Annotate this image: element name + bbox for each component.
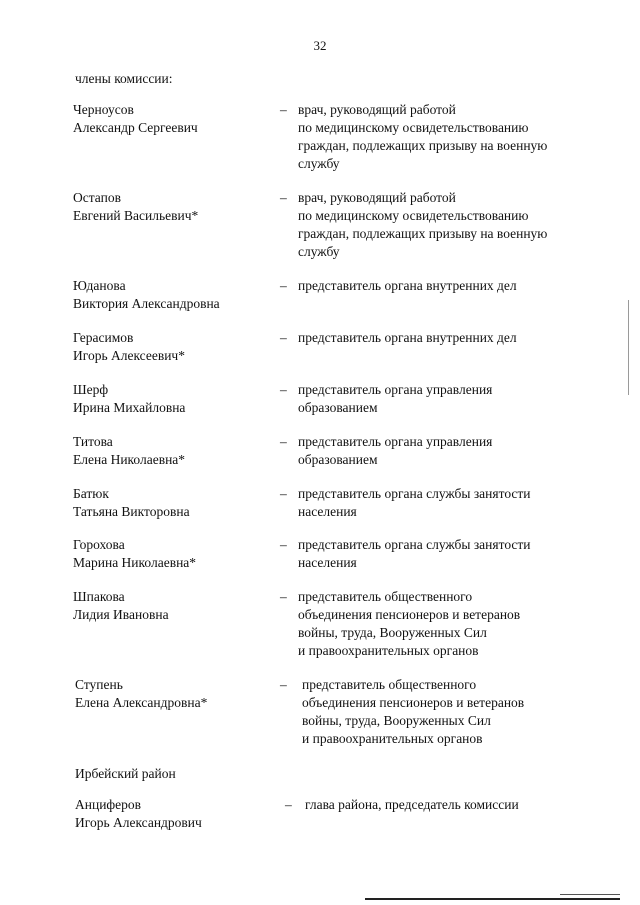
member-role xyxy=(298,277,618,295)
role-line: войны, труда, Вооруженных Сил xyxy=(298,625,487,640)
dash-separator: – xyxy=(280,434,287,449)
dash-separator: – xyxy=(280,278,287,293)
district-heading: Ирбейский район xyxy=(75,766,176,781)
member-name xyxy=(73,536,273,572)
role-line: населения xyxy=(298,504,357,519)
page-number: 32 xyxy=(313,38,327,53)
scan-edge-mark xyxy=(628,300,629,395)
role-line: глава района, председатель комиссии xyxy=(305,797,519,812)
member-name xyxy=(73,588,273,624)
member-given-names: Ирина Михайловна xyxy=(73,400,186,415)
member-name xyxy=(73,101,273,137)
member-role xyxy=(298,588,618,660)
role-line: врач, руководящий работой xyxy=(298,190,456,205)
role-line: объединения пенсионеров и ветеранов xyxy=(302,695,525,710)
section-heading: члены комиссии: xyxy=(75,71,173,86)
role-line: войны, труда, Вооруженных Сил xyxy=(302,713,491,728)
member-name xyxy=(73,277,273,313)
member-role xyxy=(298,101,618,173)
member-role xyxy=(302,676,622,748)
member-given-names: Игорь Алексеевич* xyxy=(73,348,185,363)
scan-bottom-line-thin xyxy=(560,894,620,895)
member-role xyxy=(305,796,625,814)
scan-bottom-line xyxy=(365,898,620,900)
dash-separator: – xyxy=(280,677,287,692)
member-role xyxy=(298,433,618,469)
role-line: объединения пенсионеров и ветеранов xyxy=(298,607,521,622)
member-given-names: Елена Александровна* xyxy=(75,695,208,710)
member-name xyxy=(73,189,273,225)
role-line: представитель органа службы занятости xyxy=(298,486,531,501)
dash-separator: – xyxy=(280,102,287,117)
dash-separator: – xyxy=(280,486,287,501)
member-given-names: Татьяна Викторовна xyxy=(73,504,190,519)
member-given-names: Лидия Ивановна xyxy=(73,607,169,622)
role-line: службу xyxy=(298,244,340,259)
member-surname: Горохова xyxy=(73,537,125,552)
role-line: образованием xyxy=(298,400,378,415)
role-line: представитель органа службы занятости xyxy=(298,537,531,552)
role-line: представитель органа управления xyxy=(298,382,493,397)
dash-separator: – xyxy=(280,537,287,552)
member-name xyxy=(75,796,275,832)
member-name xyxy=(75,676,275,712)
role-line: граждан, подлежащих призыву на военную xyxy=(298,226,548,241)
role-line: представитель органа внутренних дел xyxy=(298,278,517,293)
member-surname: Батюк xyxy=(73,486,109,501)
role-line: и правоохранительных органов xyxy=(302,731,483,746)
member-role xyxy=(298,329,618,347)
dash-separator: – xyxy=(285,797,292,812)
role-line: службу xyxy=(298,156,340,171)
member-given-names: Марина Николаевна* xyxy=(73,555,197,570)
dash-separator: – xyxy=(280,382,287,397)
member-surname: Черноусов xyxy=(73,102,134,117)
role-line: граждан, подлежащих призыву на военную xyxy=(298,138,548,153)
member-surname: Герасимов xyxy=(73,330,134,345)
member-surname: Юданова xyxy=(73,278,126,293)
member-name xyxy=(73,433,273,469)
member-surname: Анциферов xyxy=(75,797,142,812)
member-surname: Остапов xyxy=(73,190,121,205)
member-surname: Шерф xyxy=(73,382,109,397)
member-given-names: Виктория Александровна xyxy=(73,296,220,311)
role-line: представитель общественного xyxy=(298,589,473,604)
dash-separator: – xyxy=(280,589,287,604)
member-given-names: Евгений Васильевич* xyxy=(73,208,199,223)
role-line: врач, руководящий работой xyxy=(298,102,456,117)
member-name xyxy=(73,381,273,417)
member-name xyxy=(73,329,273,365)
dash-separator: – xyxy=(280,330,287,345)
role-line: представитель органа внутренних дел xyxy=(298,330,517,345)
role-line: по медицинскому освидетельствованию xyxy=(298,208,529,223)
member-given-names: Александр Сергеевич xyxy=(73,120,198,135)
role-line: и правоохранительных органов xyxy=(298,643,479,658)
role-line: населения xyxy=(298,555,357,570)
member-role xyxy=(298,189,618,261)
member-role xyxy=(298,485,618,521)
member-role xyxy=(298,536,618,572)
member-given-names: Елена Николаевна* xyxy=(73,452,186,467)
role-line: представитель общественного xyxy=(302,677,477,692)
role-line: представитель органа управления xyxy=(298,434,493,449)
member-name xyxy=(73,485,273,521)
member-surname: Ступень xyxy=(75,677,123,692)
dash-separator: – xyxy=(280,190,287,205)
member-given-names: Игорь Александрович xyxy=(75,815,202,830)
member-surname: Титова xyxy=(73,434,113,449)
member-surname: Шпакова xyxy=(73,589,125,604)
member-role xyxy=(298,381,618,417)
role-line: образованием xyxy=(298,452,378,467)
role-line: по медицинскому освидетельствованию xyxy=(298,120,529,135)
